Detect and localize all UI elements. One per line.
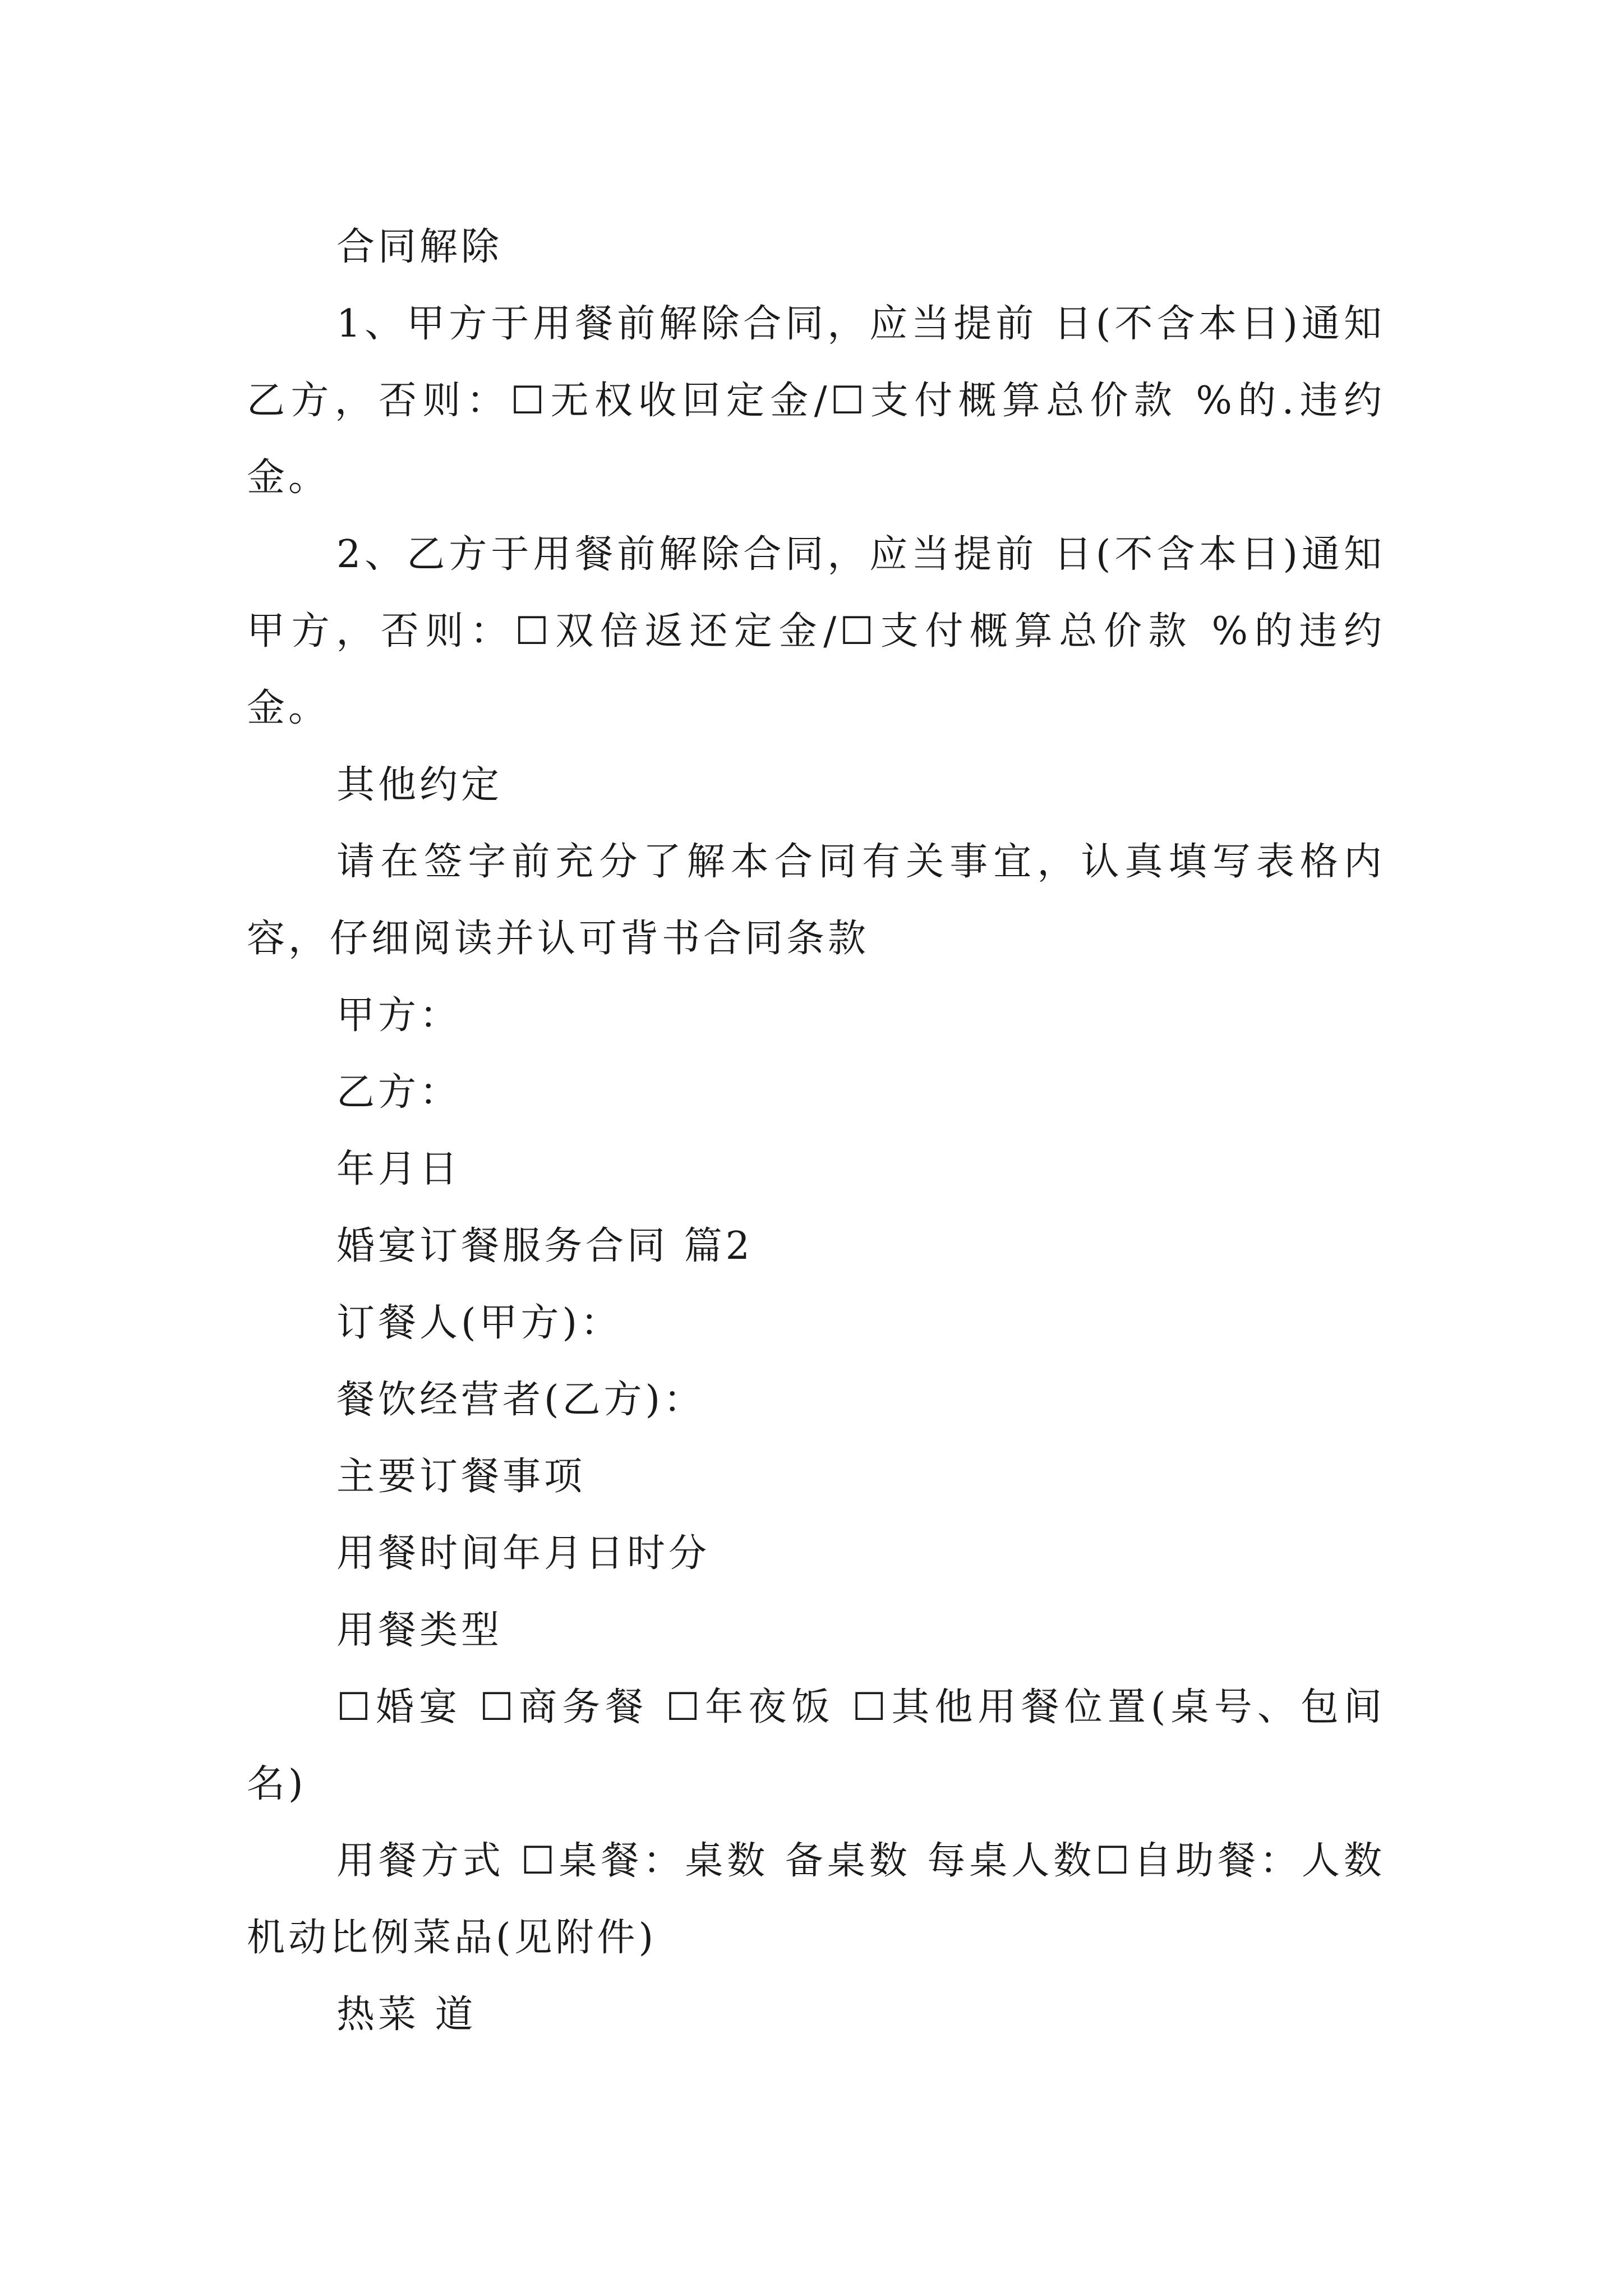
date-line: 年月日 <box>336 1147 462 1191</box>
clause-party-a-termination: 1、甲方于用餐前解除合同，应当提前 日(不含本日)通知乙方，否则：☐无权收回定金/☐支付概算总价款 %的.违约金。 <box>247 302 1385 500</box>
operator-party-b: 餐饮经营者(乙方)： <box>336 1378 706 1422</box>
hot-dishes-line: 热菜 道 <box>336 1993 477 2037</box>
signing-notice: 请在签字前充分了解本合同有关事宜，认真填写表格内容，仔细阅读并认可背书合同条款 <box>247 840 1385 961</box>
section-heading-main-items: 主要订餐事项 <box>336 1455 586 1499</box>
document-body <box>247 209 1385 2053</box>
dining-time: 用餐时间年月日时分 <box>336 1531 711 1576</box>
orderer-party-a: 订餐人(甲方)： <box>336 1301 623 1345</box>
section-heading-contract-termination: 合同解除 <box>336 225 503 269</box>
party-a-signature-line: 甲方： <box>336 993 462 1038</box>
clause-party-b-termination: 2、乙方于用餐前解除合同，应当提前 日(不含本日)通知甲方，否则：☐双倍返还定金/☐支付概算总价款 %的违约金。 <box>247 532 1385 730</box>
dining-method: 用餐方式 ☐桌餐：桌数 备桌数 每桌人数☐自助餐：人数 机动比例菜品(见附件) <box>247 1839 1385 1960</box>
dining-type-options: ☐婚宴 ☐商务餐 ☐年夜饭 ☐其他用餐位置(桌号、包间名) <box>247 1685 1385 1806</box>
contract-title-part2: 婚宴订餐服务合同 篇2 <box>336 1224 753 1268</box>
section-heading-other-terms: 其他约定 <box>336 763 503 807</box>
dining-type-heading: 用餐类型 <box>336 1608 503 1653</box>
party-b-signature-line: 乙方： <box>336 1070 462 1115</box>
